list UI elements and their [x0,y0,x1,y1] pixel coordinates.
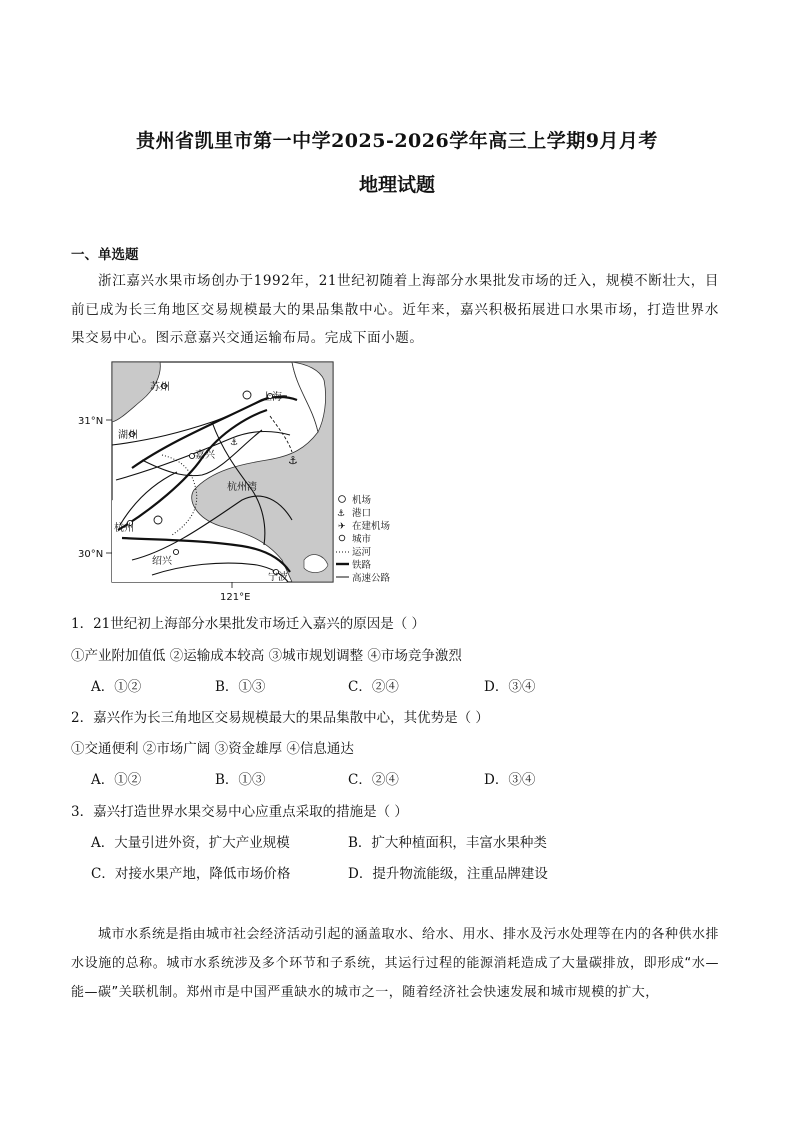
lon-label-121: 121°E [220,592,251,603]
port-icon: ⚓ [230,438,239,448]
intro-text: 浙江嘉兴水果市场创办于1992年，21世纪初随着上海部分水果批发市场的迁入，规模不断壮大，目前已成为长三角地区交易规模最大的果品集散中心。近年来，嘉兴积极拓展进口水果市场，打造世界水果交易中心。图示意嘉兴交通运输布局。完成下面小题。 [71,273,719,346]
city-marker-jiaxing [189,453,194,458]
question-3-option-d[interactable]: D．提升物流能级，注重品牌建设 [348,866,548,882]
legend-highway: 高速公路 [352,573,391,584]
question-1-statements: ①产业附加值低 ②运输成本较高 ③城市规划调整 ④市场竞争激烈 [71,648,462,664]
label-ningbo: 宁波 [268,572,288,583]
label-shanghai: 上海 [262,392,282,403]
label-hangzhou: 杭州 [114,523,134,534]
question-3-option-a[interactable]: A．大量引进外资，扩大产业规模 [91,835,290,851]
paper-title: 贵州省凯里市第一中学2025-2026学年高三上学期9月月考 [136,130,658,152]
question-1-option-a[interactable]: A．①② [91,679,142,695]
question-3-option-b[interactable]: B．扩大种植面积，丰富水果种类 [348,835,547,851]
legend-port: 港口 [352,508,372,519]
question-2-statements: ①交通便利 ②市场广阔 ③资金雄厚 ④信息通达 [71,741,354,757]
paper-subtitle: 地理试题 [358,174,435,196]
map-legend [336,494,391,584]
legend-airport: 机场 [352,495,372,506]
city-marker-shaoxing [173,549,178,554]
legend-new-airport-icon: ✈ [338,522,346,532]
legend-city-icon [339,535,345,541]
question-1-option-b[interactable]: B．①③ [215,679,266,695]
question-2-option-d[interactable]: D．③④ [484,772,536,788]
lat-label-31: 31°N [78,416,104,427]
lat-label-30: 30°N [78,549,104,560]
label-suzhou: 苏州 [150,382,170,393]
question-2-option-b[interactable]: B．①③ [215,772,266,788]
question-1-stem: 1．21世纪初上海部分水果批发市场迁入嘉兴的原因是（ ） [71,616,426,632]
legend-airport-icon [339,496,346,503]
question-3-option-c[interactable]: C．对接水果产地，降低市场价格 [91,866,291,882]
legend-new-airport: 在建机场 [352,521,391,532]
question-2-option-c[interactable]: C．②④ [348,772,399,788]
intro-paragraph [71,267,719,353]
legend-city: 城市 [352,534,372,545]
label-hangzhou-bay: 杭州湾 [227,482,257,493]
question-1-option-c[interactable]: C．②④ [348,679,399,695]
jiaxing-transport-map [78,360,412,604]
passage-2 [71,920,719,1007]
question-2-option-a[interactable]: A．①② [91,772,142,788]
question-2-stem: 2．嘉兴作为长三角地区交易规模最大的果品集散中心，其优势是（ ） [71,710,489,726]
question-3-stem: 3．嘉兴打造世界水果交易中心应重点采取的措施是（ ） [71,804,408,820]
legend-canal: 运河 [352,547,372,558]
port-icon: ⚓ [288,454,298,467]
legend-port-icon: ⚓ [337,509,346,519]
label-shaoxing: 绍兴 [152,556,172,567]
label-jiaxing: 嘉兴 [195,450,215,461]
legend-railway: 铁路 [352,560,372,571]
label-huzhou: 湖州 [118,430,138,441]
section-heading: 一、单选题 [71,247,139,263]
passage-2-text: 城市水系统是指由城市社会经济活动引起的涵盖取水、给水、用水、排水及污水处理等在内的各种供水排水设施的总称。城市水系统涉及多个环节和子系统，其运行过程的能源消耗造成了大量碳排放，即形成“水—能—碳”关联机制。郑州市是中国严重缺水的城市之一，随着经济社会快速发展和城市规模的扩大， [71,927,720,1000]
question-1-option-d[interactable]: D．③④ [484,679,536,695]
